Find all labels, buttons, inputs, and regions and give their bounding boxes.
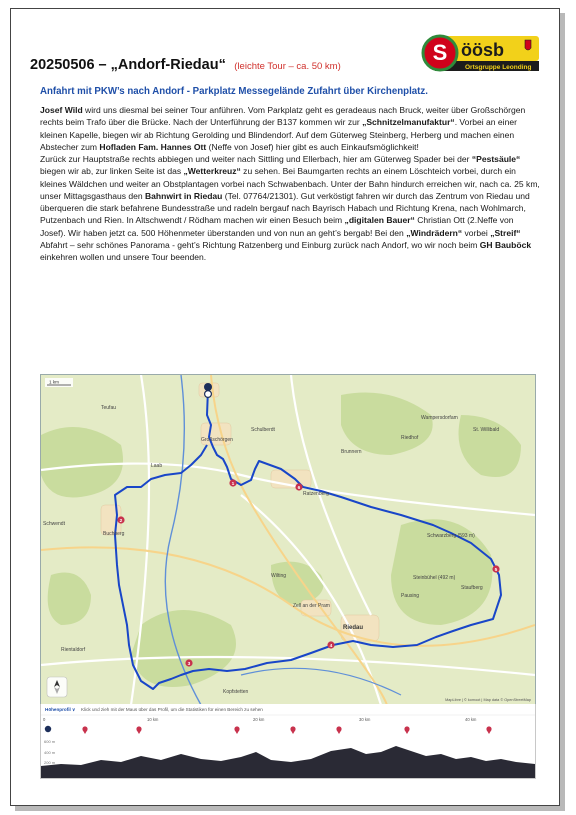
highlight-pestsaeule: “Pestsäule“ — [471, 154, 521, 164]
profile-pin-3-icon — [234, 726, 239, 734]
club-logo — [421, 34, 545, 72]
place-riedhof: Riedhof — [401, 435, 419, 441]
place-buchberg: Buchberg — [103, 531, 125, 537]
place-riedau: Riedau — [343, 625, 364, 631]
place-st-willibald: St. Willibald — [473, 427, 500, 433]
elevation-area — [41, 746, 535, 778]
leader-name: Josef Wild — [40, 105, 83, 115]
text-segment: (Neffe von Josef) hier gibt es auch Einkaufsmöglichkeit! — [206, 141, 419, 152]
profile-elev-200: 200 m — [44, 760, 56, 765]
text-segment: zu sehen. Bei Baumgarten rechts an einem Löschteich vorbei, durch ein kleines Wäldchen und weiter an Obstplantagen vorbei nach Schwabenbach. Unter der Bahn hindurch erreichen wir, nach ca. 25 km, unser Mittagsgasthaus den — [40, 166, 540, 201]
profile-tick-20: 20 km — [253, 717, 265, 722]
text-segment: (Tel. 07764/21301). Gut verköstigt fahren wir durch das Zentrum von Riedau und überqueren die stark befahrene Bundesstraße und radeln bergauf nach Bayrisch Habach und Richtung Krena, nach Wohlmarch, Putzenbach und Rien. In Altschwendt / Rödham machen wir einen Besuch beim — [40, 190, 530, 226]
place-pausing: Pausing — [401, 593, 420, 599]
highlight-schnitzelmanufaktur: „Schnitzelmanufaktur“ — [362, 117, 455, 128]
profile-tick-30: 30 km — [359, 717, 371, 722]
page-title: 20250506 – „Andorf-Riedau“ — [30, 57, 226, 73]
highlight-digitaler-bauer: „digitalen Bauer“ — [344, 215, 415, 226]
profile-pin-6-icon — [404, 726, 409, 734]
highlight-wetterkreuz: „Wetterkreuz“ — [183, 166, 241, 177]
profile-tick-40: 40 km — [465, 717, 477, 722]
profile-elev-400: 400 m — [44, 750, 56, 755]
text-segment: einkehren wollen und unsere Tour beenden. — [40, 252, 207, 262]
profile-pin-4-icon — [290, 726, 295, 734]
profile-start-icon — [45, 726, 51, 732]
waypoint-label: 5 — [494, 567, 498, 573]
profile-tick-start: 0 — [43, 717, 46, 722]
waypoint-label: 3 — [187, 661, 191, 667]
profile-waypoints — [82, 726, 491, 734]
place-staufberg: Staufberg — [461, 585, 483, 591]
waypoint-label: 1 — [231, 481, 235, 487]
profile-pin-7-icon — [486, 726, 491, 734]
place-rientaldorf: Rientaldorf — [61, 647, 86, 653]
profile-label[interactable]: Höhenprofil ∨ — [45, 707, 76, 712]
waypoint-label: 6 — [297, 485, 301, 491]
place-ratzenberg: Ratzenberg — [303, 491, 329, 497]
text-segment: biegen wir ab, zur linken Seite ist das — [40, 166, 184, 177]
title-row — [30, 56, 430, 78]
highlight-gh-bauboeck: GH Bauböck — [479, 239, 532, 250]
profile-pin-1-icon — [82, 726, 87, 734]
text-segment: Zurück zur Hauptstraße rechts abbiegen und weiter nach Sittling und Ellerbach, hier am Güterweg Spader bei der — [40, 154, 472, 164]
route-map[interactable] — [40, 374, 536, 706]
scale-label: 1 km — [49, 379, 59, 385]
waypoint-label: 4 — [329, 643, 333, 649]
text-segment: vorbei — [462, 227, 491, 238]
place-grossschoergen: Großschörgen — [201, 437, 233, 443]
highlight-hofladen: Hofladen Fam. Hannes Ott — [99, 141, 207, 152]
place-zell-an-der-pram: Zell an der Pram — [293, 603, 330, 609]
profile-hint: Klick und zieh mit der Maus über das Profil, um die Statistiken für einen Bereich zu sehen — [81, 707, 263, 712]
highlight-streif: „Streif“ — [490, 227, 521, 238]
arrival-info: Anfahrt mit PKW’s nach Andorf - Parkplatz Messegelände Zufahrt über Kirchenplatz. — [40, 86, 428, 97]
place-schwarzberg: Schwarzberg (593 m) — [427, 533, 475, 539]
place-wilting: Wilting — [271, 573, 287, 579]
text-segment: Abfahrt – sehr schönes Panorama - geht’s Richtung Ratzenberg und Einburg zurück nach Andorf, wo wir noch beim — [40, 239, 480, 250]
map-attribution: MapLibre | © komoot | Map data © OpenStreetMap — [445, 698, 531, 702]
logo-group: Ortsgruppe Leonding — [465, 64, 532, 71]
profile-elev-600: 600 m — [44, 739, 56, 744]
logo-letter: S — [432, 40, 448, 65]
page-title-distance: (leichte Tour – ca. 50 km) — [234, 61, 341, 72]
place-brunnern: Brunnern — [341, 449, 362, 455]
place-kopfstetten: Kopfstetten — [223, 689, 249, 695]
waypoint-label: 2 — [119, 518, 123, 524]
logo-wordmark: öösb — [461, 40, 504, 60]
compass-icon[interactable] — [47, 677, 67, 697]
highlight-windraeder: „Windrädern“ — [406, 227, 463, 238]
coat-of-arms-icon — [525, 40, 531, 50]
place-teufau: Teufau — [101, 405, 117, 411]
place-wampersdorf: Wampersdorfam — [421, 415, 458, 421]
profile-tick-10: 10 km — [147, 717, 159, 722]
place-schulberdt: Schulberdt — [251, 427, 275, 433]
text-segment: Christian Ott (2.Neffe von Josef). Wir haben jetzt ca. 500 Höhenmeter überstanden und von nun an geht’s bergab! Bei den — [40, 215, 514, 238]
elevation-profile[interactable] — [40, 704, 536, 779]
tour-description — [40, 104, 540, 263]
profile-pin-5-icon — [336, 726, 341, 734]
text-segment: wird uns diesmal bei seiner Tour anführen. Vom Parkplatz geht es geradeaus nach Bruck, weiter über Großschörgen rechts beim Trafo über die Brücke. Nach der Unterführung der B137 kommen wir zur — [40, 105, 526, 128]
place-laab: Laab — [151, 463, 163, 469]
highlight-bahnwirt: Bahnwirt in Riedau — [145, 190, 223, 201]
place-schwendt: Schwendt — [43, 521, 65, 527]
place-steinbuehel: Steinbühel (492 m) — [413, 575, 456, 581]
map-scale — [45, 378, 73, 387]
profile-pin-2-icon — [136, 726, 141, 734]
text-segment: . Vorbei an einer kleinen Kapelle, biegen wir ab Richtung Gerolding und Blindendorf. Auf dem Güterweg Steinberg, Herberg und machen einen Abstecher zum — [40, 117, 517, 152]
